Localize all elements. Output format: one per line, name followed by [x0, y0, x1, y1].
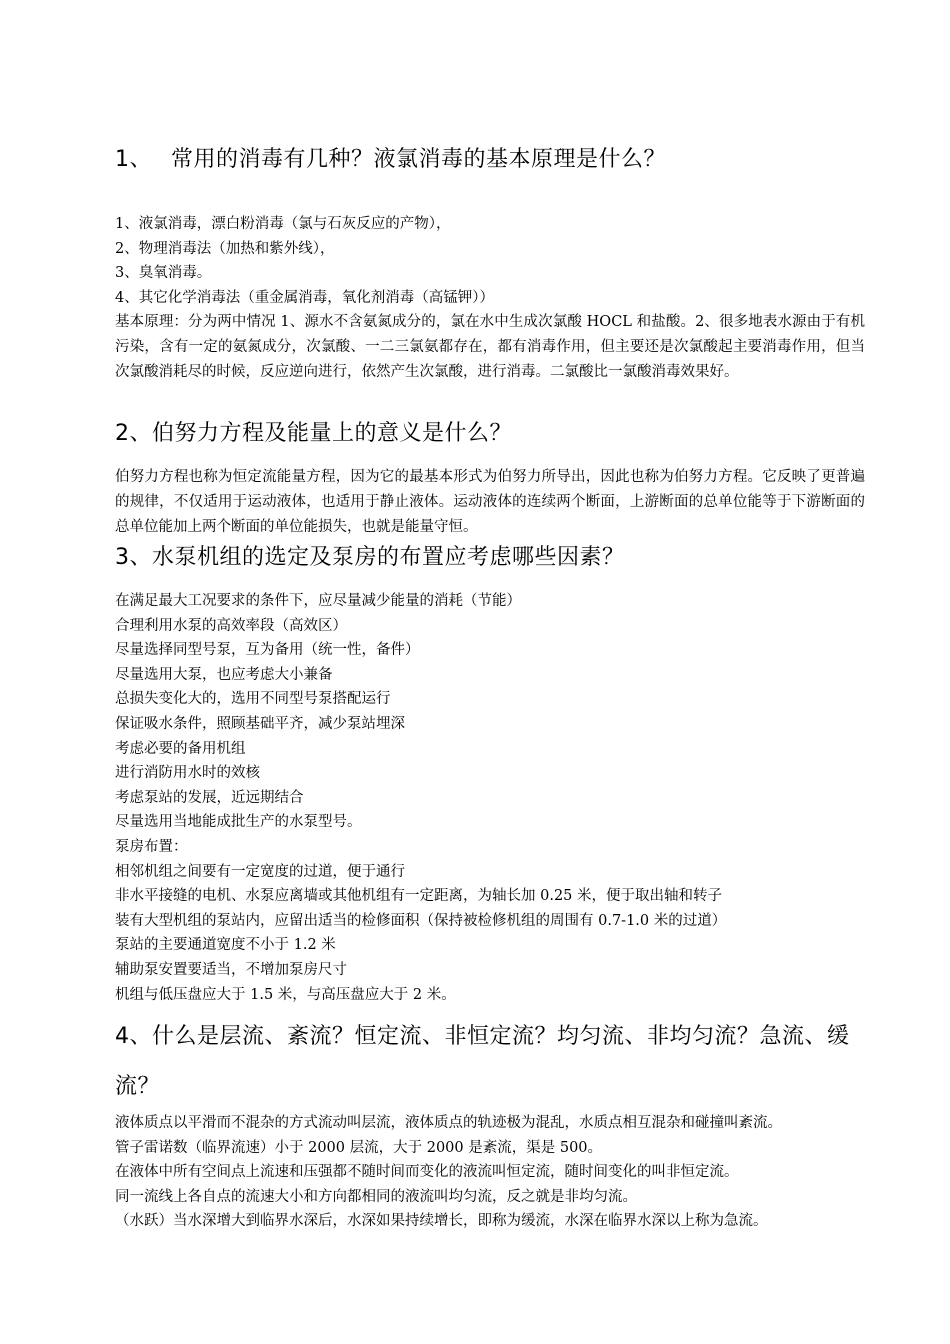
answer-3-line: 合理利用水泵的高效率段（高效区） — [115, 617, 347, 634]
answer-3-line: 泵站的主要通道宽度不小于 1.2 米 — [115, 937, 336, 954]
answer-3-line: 在满足最大工况要求的条件下，应尽量减少能量的消耗（节能） — [115, 593, 521, 609]
answer-3 — [115, 589, 726, 1007]
question-1-title: 常用的消毒有几种？液氯消毒的基本原理是什么？ — [171, 147, 667, 172]
answer-4 — [115, 1111, 782, 1234]
answer-3-line: 保证吸水条件，照顾基础平齐，减少泵站埋深 — [115, 715, 405, 732]
answer-3-line: 尽量选用大泵，也应考虑大小兼备 — [115, 666, 333, 683]
answer-1-line: 4、其它化学消毒法（重金属消毒，氧化剂消毒（高锰钾）） — [115, 289, 494, 306]
answer-1 — [115, 212, 865, 385]
question-3-heading: 3、水泵机组的选定及泵房的布置应考虑哪些因素？ — [115, 545, 625, 570]
answer-2 — [115, 465, 865, 540]
answer-3-line: 装有大型机组的泵站内，应留出适当的检修面积（保持被检修机组的周围有 0.7-1.0 米的过道） — [115, 912, 727, 929]
answer-1-line: 2、物理消毒法（加热和紫外线）， — [115, 240, 335, 257]
answer-3-line: 泵房布置： — [115, 838, 188, 855]
answer-3-line: 尽量选用当地能成批生产的水泵型号。 — [115, 814, 362, 831]
question-4-heading: 4、什么是层流、紊流？恒定流、非恒定流？均匀流、非均匀流？急流、缓流？ — [115, 1024, 850, 1099]
answer-3-line: 相邻机组之间要有一定宽度的过道，便于通行 — [115, 863, 405, 880]
question-1-heading — [115, 143, 666, 177]
answer-3-line: 考虑泵站的发展，近远期结合 — [115, 789, 304, 806]
answer-1-line: 1、液氯消毒，漂白粉消毒（氯与石灰反应的产物）， — [115, 216, 451, 232]
answer-4-line: 液体质点以平滑而不混杂的方式流动叫层流，液体质点的轨迹极为混乱，水质点相互混杂和碰撞叫紊流。 — [115, 1115, 782, 1131]
answer-3-line: 机组与低压盘应大于 1.5 米，与高压盘应大于 2 米。 — [115, 986, 456, 1003]
answer-3-line: 尽量选择同型号泵，互为备用（统一性，备件） — [115, 642, 420, 659]
answer-4-line: 在液体中所有空间点上流速和压强都不随时间而变化的液流叫恒定流，随时间变化的叫非恒定流。 — [115, 1164, 739, 1181]
question-2-heading: 2、伯努力方程及能量上的意义是什么？ — [115, 421, 512, 446]
answer-3-line: 辅助泵安置要适当，不增加泵房尺寸 — [115, 961, 347, 978]
answer-3-line: 总损失变化大的，选用不同型号泵搭配运行 — [115, 691, 391, 708]
question-1-number: 1、 — [115, 147, 152, 172]
answer-3-line: 进行消防用水时的效核 — [115, 765, 260, 782]
answer-3-line: 非水平接缝的电机、水泵应离墙或其他机组有一定距离，为轴长加 0.25 米，便于取出轴和转子 — [115, 888, 722, 905]
answer-3-line: 考虑必要的备用机组 — [115, 740, 246, 757]
answer-1-principle: 基本原理：分为两中情况 1、源水不含氨氮成分的，氯在水中生成次氯酸 HOCL 和盐酸。2、很多地表水源由于有机污染，含有一定的氨氮成分，次氯酸、一二三氯氨都存在，都有消毒作用，但主要还是次氯酸起主要消毒作用，但当次氯酸消耗尽的时候，反应逆向进行，依然产生次氯酸，进行消毒。二氯酸比一氯酸消毒效果好。 — [115, 314, 865, 381]
answer-4-line: 同一流线上各自点的流速大小和方向都相同的液流叫均匀流，反之就是非均匀流。 — [115, 1188, 637, 1205]
answer-4-line: （水跃）当水深增大到临界水深后，水深如果持续增长，即称为缓流，水深在临界水深以上称为急流。 — [115, 1213, 768, 1230]
answer-4-line: 管子雷诺数（临界流速）小于 2000 层流，大于 2000 是紊流，渠是 500。 — [115, 1139, 603, 1156]
answer-1-line: 3、臭氧消毒。 — [115, 265, 212, 282]
answer-2-paragraph: 伯努力方程也称为恒定流能量方程，因为它的最基本形式为伯努力所导出，因此也称为伯努力方程。它反映了更普遍的规律，不仅适用于运动液体，也适用于静止液体。运动液体的连续两个断面，上游断面的总单位能等于下游断面的总单位能加上两个断面的单位能损失，也就是能量守恒。 — [115, 469, 865, 535]
